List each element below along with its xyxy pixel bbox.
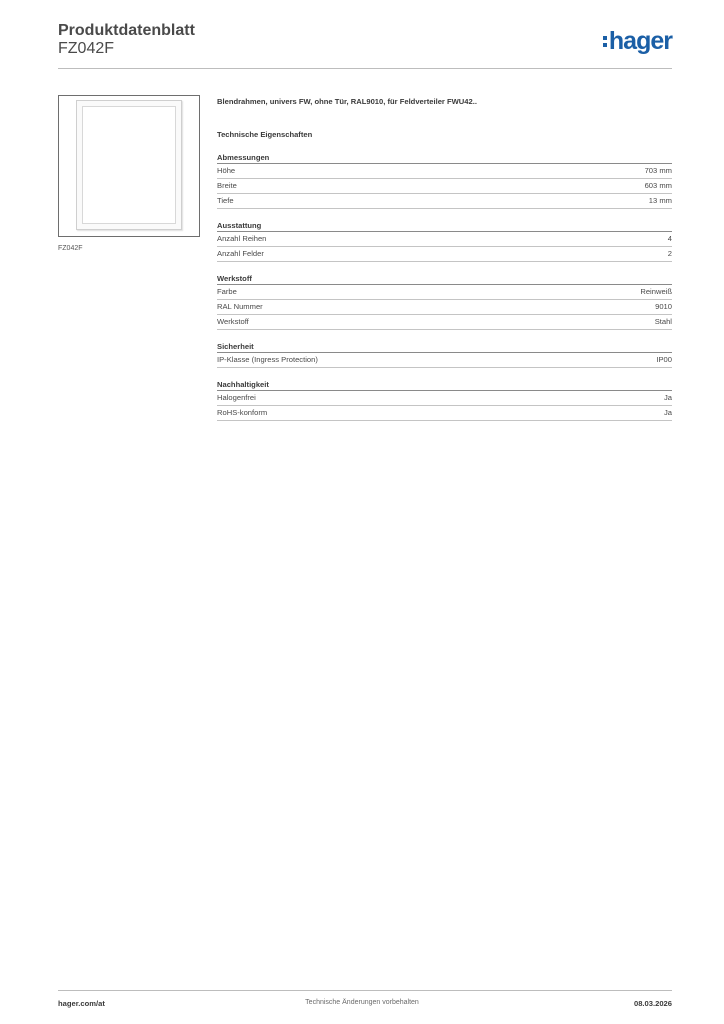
- property-row: [217, 391, 672, 406]
- property-row: [217, 315, 672, 330]
- property-value: Stahl: [654, 317, 672, 326]
- footer-divider: [58, 990, 672, 991]
- property-row: [217, 247, 672, 262]
- property-value: 2: [667, 249, 672, 258]
- property-value: IP00: [656, 355, 672, 364]
- header-divider: [58, 68, 672, 69]
- property-row: [217, 232, 672, 247]
- property-value: 9010: [655, 302, 672, 311]
- property-label: Halogenfrei: [217, 393, 256, 402]
- property-value: Reinweiß: [640, 287, 672, 296]
- property-value: Ja: [663, 408, 672, 417]
- property-value: Ja: [663, 393, 672, 402]
- group-title: Abmessungen: [217, 152, 672, 164]
- logo-dots-icon: [603, 36, 607, 47]
- group-title: Ausstattung: [217, 220, 672, 232]
- group-title: Sicherheit: [217, 341, 672, 353]
- property-value: 703 mm: [644, 166, 672, 175]
- property-value: 4: [667, 234, 672, 243]
- property-row: [217, 194, 672, 209]
- property-label: Farbe: [217, 287, 237, 296]
- property-label: Höhe: [217, 166, 236, 175]
- property-label: RAL Nummer: [217, 302, 263, 311]
- property-label: Breite: [217, 181, 237, 190]
- property-row: [217, 285, 672, 300]
- property-group-dimensions: [217, 152, 672, 209]
- frame-illustration: [76, 100, 182, 230]
- property-value: 13 mm: [648, 196, 672, 205]
- property-row: [217, 164, 672, 179]
- article-number: FZ042F: [58, 40, 115, 57]
- product-details: [217, 96, 672, 421]
- property-group-safety: [217, 341, 672, 368]
- property-label: Werkstoff: [217, 317, 249, 326]
- property-row: [217, 406, 672, 421]
- property-group-sustainability: [217, 379, 672, 421]
- property-group-material: [217, 273, 672, 330]
- hager-logo: [603, 28, 672, 54]
- property-row: [217, 179, 672, 194]
- property-label: RoHS-konform: [217, 408, 268, 417]
- property-row: [217, 353, 672, 368]
- logo-wordmark: hager: [608, 27, 672, 55]
- property-label: Anzahl Felder: [217, 249, 264, 258]
- property-value: 603 mm: [644, 181, 672, 190]
- property-label: Anzahl Reihen: [217, 234, 267, 243]
- page-header: [58, 20, 672, 68]
- property-label: Tiefe: [217, 196, 234, 205]
- product-description: Blendrahmen, univers FW, ohne Tür, RAL9010, für Feldverteiler FWU42..: [217, 97, 477, 106]
- property-group-equipment: [217, 220, 672, 262]
- property-row: [217, 300, 672, 315]
- product-image-caption: FZ042F: [58, 245, 83, 252]
- section-title: Technische Eigenschaften: [217, 130, 313, 139]
- footer-website-link[interactable]: hager.com/at: [58, 999, 105, 1008]
- property-label: IP-Klasse (Ingress Protection): [217, 355, 318, 364]
- footer-notice: Technische Änderungen vorbehalten: [305, 999, 419, 1006]
- group-title: Werkstoff: [217, 273, 672, 285]
- group-title: Nachhaltigkeit: [217, 379, 672, 391]
- footer-date: 08.03.2026: [633, 999, 672, 1008]
- product-image: [58, 95, 200, 237]
- document-title: Produktdatenblatt: [58, 22, 195, 39]
